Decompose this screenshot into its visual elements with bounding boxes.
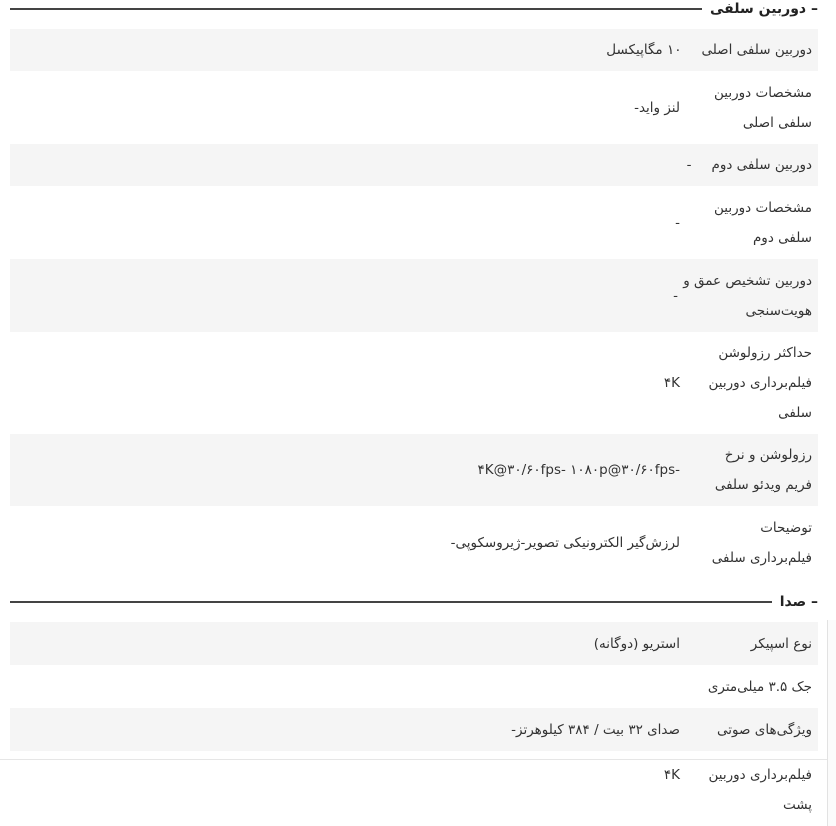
spec-label: توضیحات فیلم‌برداری سلفی (711, 520, 812, 566)
section-header-selfie-camera (10, 0, 818, 18)
spec-value: لنز واید- (634, 99, 680, 116)
spec-label: دوربین سلفی اصلی (701, 42, 812, 58)
spec-value: لرزش‌گیر الکترونیکی تصویر-ژیروسکوپی- (450, 535, 680, 551)
spec-label: فیلم‌برداری دوربین پشت (708, 767, 812, 813)
spec-row-rear-video (10, 760, 818, 826)
spec-row-second-selfie-specs (10, 186, 818, 259)
spec-value: صدای ۳۲ بیت / ۳۸۴ کیلوهرتز- (511, 721, 680, 738)
section-title-audio (772, 594, 818, 610)
spec-value: ۴K (663, 375, 680, 391)
spec-row-audio-features (10, 708, 818, 751)
spec-label: جک ۳.۵ میلی‌متری (707, 678, 812, 695)
spec-value: ۴K (663, 767, 680, 783)
section-divider (10, 8, 702, 10)
section-title-text: دوربین سلفی (710, 1, 807, 17)
spec-row-selfie-video-framerate (10, 434, 818, 506)
spec-value: - (686, 157, 692, 173)
spec-label: مشخصات دوربین سلفی دوم (714, 199, 812, 246)
spec-row-headphone-jack (10, 665, 818, 708)
spec-row-depth-camera (10, 259, 818, 332)
scrollbar-track[interactable] (827, 620, 836, 826)
spec-label: رزولوشن و نرخ فریم ویدئو سلفی (714, 447, 812, 493)
spec-row-speaker-type (10, 622, 818, 665)
spec-value: - (675, 214, 680, 231)
section-title-selfie-camera (702, 1, 818, 17)
spec-label: مشخصات دوربین سلفی اصلی (714, 84, 812, 131)
spec-row-selfie-max-video (10, 332, 818, 434)
spec-value: ۱۰ مگاپیکسل (606, 42, 682, 58)
section-header-audio (10, 592, 818, 612)
spec-value: -۴K@۳۰/۶۰fps- ۱۰۸۰p@۳۰/۶۰fps (477, 462, 680, 478)
spec-label: دوربین سلفی دوم (711, 157, 812, 173)
section-divider (10, 601, 772, 603)
section-dash: – (811, 1, 818, 17)
section-dash: – (811, 594, 818, 610)
section-title-text: صدا (779, 594, 807, 610)
spec-label: حداکثر رزولوشن فیلم‌برداری دوربین سلفی (708, 345, 812, 421)
spec-row-selfie-video-notes (10, 506, 818, 580)
spec-label: دوربین تشخیص عمق و هویت‌سنجی (683, 272, 812, 319)
spec-label: ویژگی‌های صوتی (717, 721, 812, 738)
spec-row-main-selfie (10, 29, 818, 71)
spec-row-main-selfie-specs (10, 71, 818, 144)
spec-label: نوع اسپیکر (750, 635, 812, 652)
spec-value: - (673, 287, 678, 304)
spec-row-second-selfie (10, 144, 818, 186)
spec-value: استریو (دوگانه) (593, 635, 680, 652)
